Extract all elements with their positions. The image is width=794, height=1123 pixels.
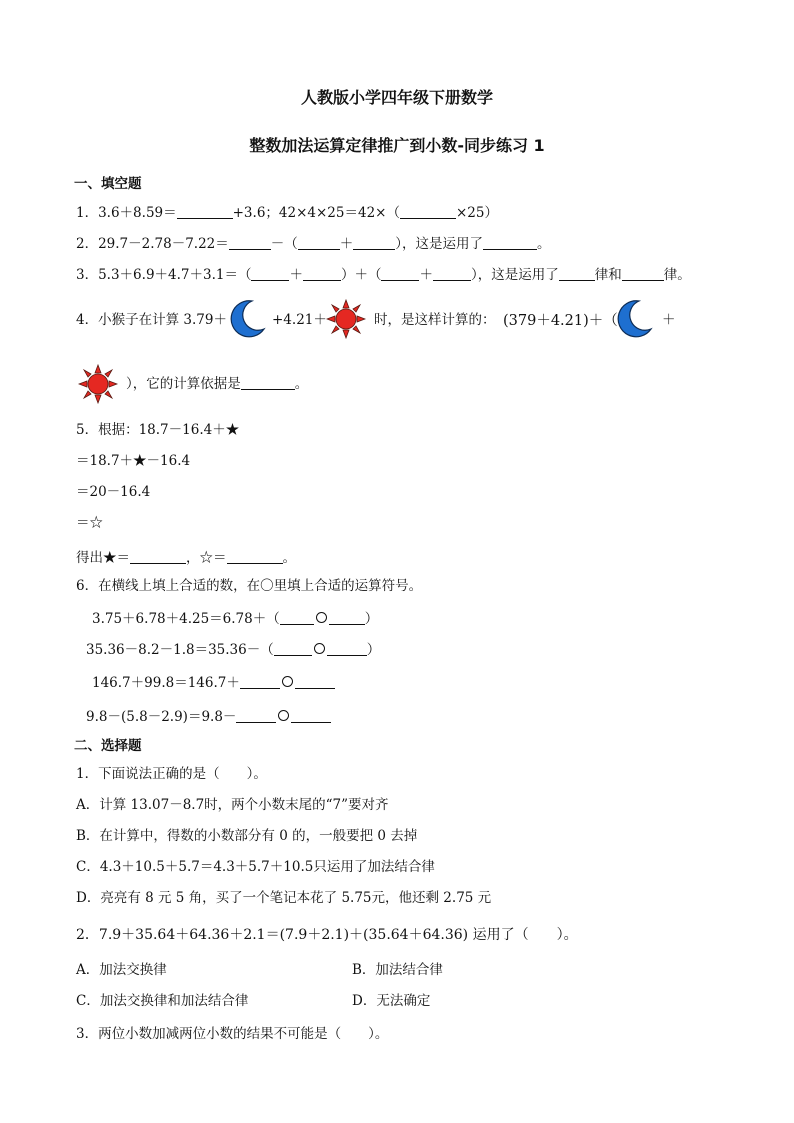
q5-line1: 5．根据：18.7－16.4＋★ bbox=[76, 422, 240, 438]
answer-blank[interactable] bbox=[298, 236, 340, 250]
answer-blank[interactable] bbox=[251, 267, 289, 281]
answer-blank[interactable] bbox=[295, 675, 335, 689]
q5-line4: ＝☆ bbox=[76, 515, 103, 531]
mc1-option-d[interactable]: D．亮亮有 8 元 5 角，买了一个笔记本花了 5.75元，他还剩 2.75 元 bbox=[76, 890, 492, 906]
sun-icon bbox=[78, 364, 118, 404]
q5-line2: ＝18.7＋★－16.4 bbox=[76, 453, 191, 469]
q3-fill: 3．5.3＋6.9＋4.7＋3.1＝（ ＋ ）＋（ ＋ ），这是运用了 律和 律。 bbox=[76, 267, 691, 283]
mc2-option-c[interactable]: C．加法交换律和加法结合律 bbox=[76, 993, 249, 1009]
q4-part4: ），它的计算依据是 。 bbox=[126, 376, 309, 392]
mc1-option-c[interactable]: C．4.3＋10.5＋5.7＝4.3＋5.7＋10.5只运用了加法结合律 bbox=[76, 859, 435, 875]
q4-part2: +4.21＋ bbox=[272, 312, 327, 328]
page-title: 人教版小学四年级下册数学 bbox=[300, 88, 493, 107]
mc2-option-b[interactable]: B．加法结合律 bbox=[352, 962, 443, 978]
answer-blank[interactable] bbox=[327, 642, 367, 656]
operator-circle[interactable] bbox=[314, 643, 325, 654]
answer-blank[interactable] bbox=[400, 205, 456, 219]
q4-expression: (379＋4.21)＋（ bbox=[503, 313, 618, 329]
answer-blank[interactable] bbox=[433, 267, 471, 281]
mc1-option-b[interactable]: B．在计算中，得数的小数部分有 0 的，一般要把 0 去掉 bbox=[76, 828, 418, 844]
answer-blank[interactable] bbox=[353, 236, 395, 250]
section-heading-fill: 一、填空题 bbox=[74, 176, 142, 192]
answer-blank[interactable] bbox=[303, 267, 341, 281]
moon-icon bbox=[222, 298, 266, 338]
answer-blank[interactable] bbox=[130, 550, 186, 564]
answer-blank[interactable] bbox=[291, 709, 331, 723]
answer-blank[interactable] bbox=[227, 550, 283, 564]
operator-circle[interactable] bbox=[316, 612, 327, 623]
q6-row3: 146.7＋99.8＝146.7＋ bbox=[92, 675, 335, 691]
q6-row1: 3.75＋6.78＋4.25＝6.78＋（ ） bbox=[92, 611, 379, 627]
q5-line3: ＝20－16.4 bbox=[76, 484, 151, 500]
answer-blank[interactable] bbox=[483, 236, 537, 250]
answer-blank[interactable] bbox=[280, 611, 314, 625]
mc1-stem: 1．下面说法正确的是（ ）。 bbox=[76, 766, 267, 782]
q4-part1: 4．小猴子在计算 3.79＋ bbox=[76, 312, 227, 328]
q4-plus: ＋ bbox=[662, 312, 676, 328]
section-heading-choice: 二、选择题 bbox=[74, 738, 142, 754]
answer-blank[interactable] bbox=[240, 675, 280, 689]
answer-blank[interactable] bbox=[274, 642, 312, 656]
mc2-option-a[interactable]: A．加法交换律 bbox=[76, 962, 167, 978]
q1-fill: 1．3.6＋8.59＝ +3.6；42×4×25＝42×（ ×25） bbox=[76, 205, 498, 221]
answer-blank[interactable] bbox=[329, 611, 365, 625]
answer-blank[interactable] bbox=[229, 236, 271, 250]
q5-line5: 得出★＝ ，☆＝ 。 bbox=[76, 550, 296, 566]
page-subtitle: 整数加法运算定律推广到小数-同步练习 1 bbox=[249, 136, 545, 155]
q4-part3: 时，是这样计算的： bbox=[374, 312, 496, 328]
answer-blank[interactable] bbox=[177, 205, 233, 219]
answer-blank[interactable] bbox=[622, 267, 664, 281]
answer-blank[interactable] bbox=[241, 376, 295, 390]
mc3-stem: 3．两位小数加减两位小数的结果不可能是（ ）。 bbox=[76, 1026, 389, 1042]
mc1-option-a[interactable]: A．计算 13.07－8.7时，两个小数末尾的“7”要对齐 bbox=[76, 797, 389, 813]
answer-blank[interactable] bbox=[236, 709, 276, 723]
mc2-option-d[interactable]: D．无法确定 bbox=[352, 993, 431, 1009]
q6-row2: 35.36－8.2－1.8＝35.36－（ ） bbox=[86, 642, 381, 658]
answer-blank[interactable] bbox=[381, 267, 419, 281]
moon-icon bbox=[609, 298, 653, 338]
operator-circle[interactable] bbox=[282, 676, 293, 687]
operator-circle[interactable] bbox=[278, 710, 289, 721]
q6-intro: 6．在横线上填上合适的数，在〇里填上合适的运算符号。 bbox=[76, 578, 423, 594]
sun-icon bbox=[326, 299, 366, 339]
q2-fill: 2．29.7－2.78－7.22＝ －（ ＋ ），这是运用了 。 bbox=[76, 236, 551, 252]
q6-row4: 9.8－(5.8－2.9)＝9.8－ bbox=[86, 709, 331, 725]
mc2-stem: 2．7.9＋35.64＋64.36＋2.1＝(7.9＋2.1)＋(35.64＋64.36) 运用了（ ）。 bbox=[76, 927, 578, 943]
answer-blank[interactable] bbox=[559, 267, 595, 281]
